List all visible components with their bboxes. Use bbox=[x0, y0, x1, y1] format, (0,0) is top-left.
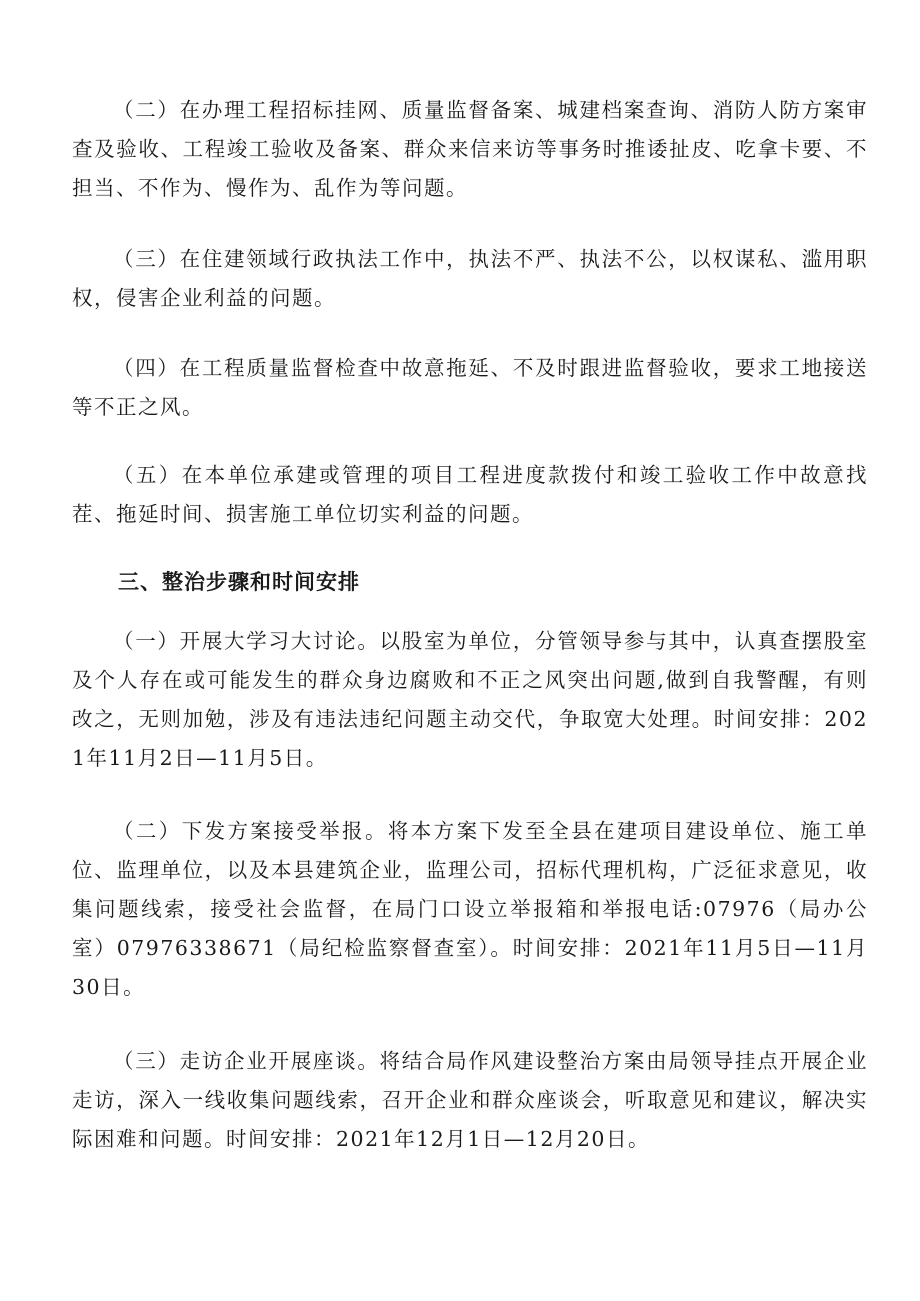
step-paragraph-3: （三）走访企业开展座谈。将结合局作风建设整治方案由局领导挂点开展企业走访，深入一线收集问题线索，召开企业和群众座谈会，听取意见和建议，解决实际困难和问题。时间安排：2021年12月1日—12月20日。 bbox=[72, 1049, 868, 1151]
step-paragraph-1: （一）开展大学习大讨论。以股室为单位，分管领导参与其中，认真查摆股室及个人存在或可能发生的群众身边腐败和不正之风突出问题,做到自我警醒，有则改之，无则加勉，涉及有违法违纪问题主动交代，争取宽大处理。时间安排：2021年11月2日—11月5日。 bbox=[72, 629, 868, 770]
paragraph-item-5: （五）在本单位承建或管理的项目工程进度款拨付和竣工验收工作中故意找茬、拖延时间、损害施工单位切实利益的问题。 bbox=[72, 463, 868, 526]
paragraph-item-4: （四）在工程质量监督检查中故意拖延、不及时跟进监督验收，要求工地接送等不正之风。 bbox=[72, 356, 868, 419]
section-heading: 三、整治步骤和时间安排 bbox=[118, 570, 360, 594]
paragraph-item-2: （二）在办理工程招标挂网、质量监督备案、城建档案查询、消防人防方案审查及验收、工程竣工验收及备案、群众来信来访等事务时推诿扯皮、吃拿卡要、不担当、不作为、慢作为、乱作为等问题。 bbox=[72, 98, 868, 200]
paragraph-item-3: （三）在住建领域行政执法工作中，执法不严、执法不公，以权谋私、滥用职权，侵害企业利益的问题。 bbox=[72, 247, 868, 310]
step-paragraph-2: （二）下发方案接受举报。将本方案下发至全县在建项目建设单位、施工单位、监理单位，以及本县建筑企业，监理公司，招标代理机构，广泛征求意见，收集问题线索，接受社会监督，在局门口设立举报箱和举报电话:07976（局办公室）07976338671（局纪检监察督查室）。时间安排：2021年11月5日—11月30日。 bbox=[72, 819, 868, 999]
